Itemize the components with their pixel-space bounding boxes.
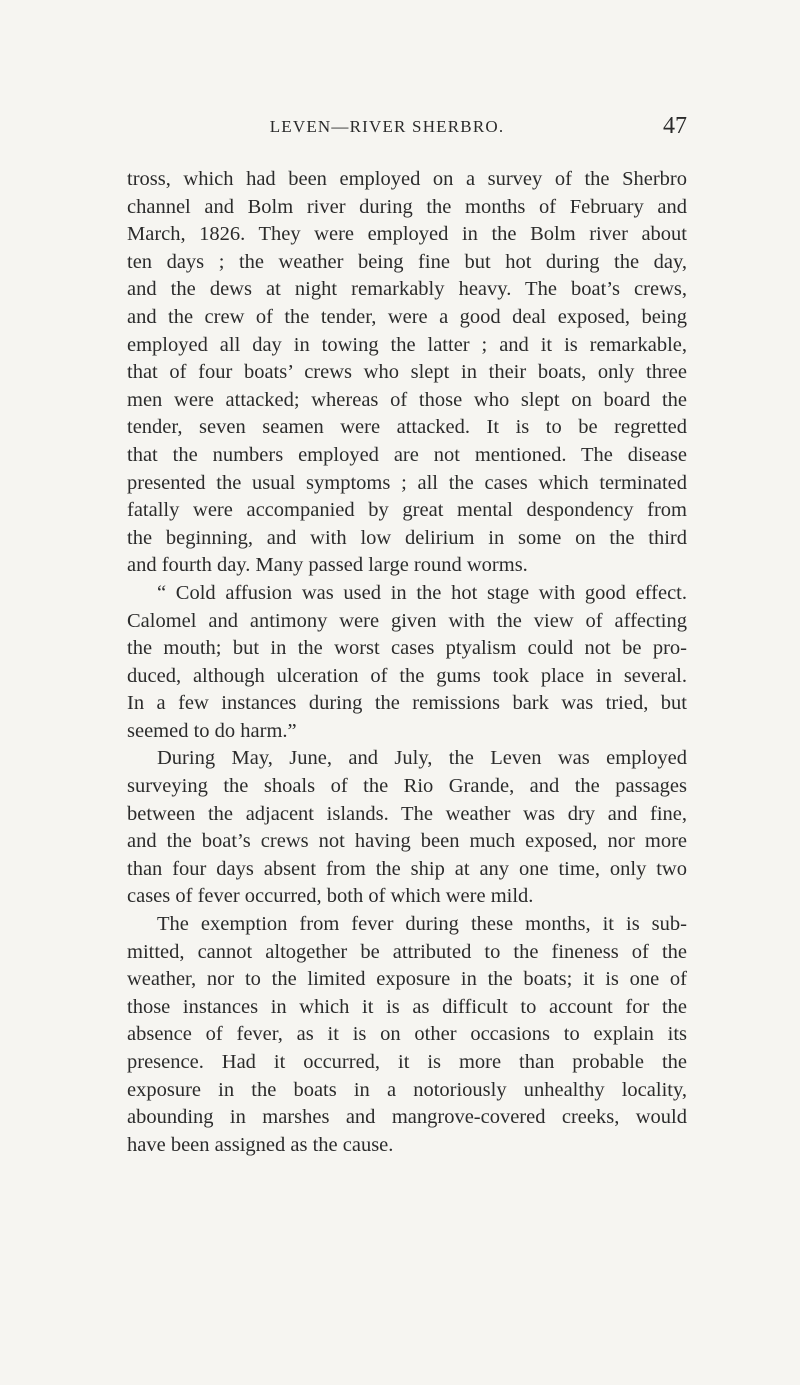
text-line: that the numbers employed are not mentioned. The disease bbox=[127, 443, 687, 466]
text-line: the mouth; but in the worst cases ptyalism could not be pro- bbox=[127, 637, 687, 660]
text-line: presence. Had it occurred, it is more than probable the bbox=[127, 1051, 687, 1073]
text-line: and the boat’s crews not having been much exposed, nor more bbox=[127, 830, 687, 853]
text-line: and the crew of the tender, were a good deal exposed, being bbox=[127, 305, 687, 328]
text-line: have been assigned as the cause. bbox=[127, 1133, 394, 1156]
text-line: fatally were accompanied by great mental despondency from bbox=[127, 499, 687, 522]
text-line: than four days absent from the ship at any one time, only two bbox=[127, 857, 687, 880]
text-line: mitted, cannot altogether be attributed to the fineness of the bbox=[127, 940, 687, 963]
page-number: 47 bbox=[663, 113, 687, 139]
text-line: absence of fever, as it is on other occasions to explain its bbox=[127, 1023, 687, 1046]
text-line: men were attacked; whereas of those who slept on board the bbox=[127, 388, 687, 411]
text-line: ten days ; the weather being fine but hot during the day, bbox=[127, 250, 687, 273]
text-line: cases of fever occurred, both of which were mild. bbox=[127, 885, 534, 908]
text-line: exposure in the boats in a notoriously unhealthy locality, bbox=[127, 1078, 687, 1101]
text-line: the beginning, and with low delirium in some on the third bbox=[127, 526, 687, 549]
text-line: seemed to do harm.” bbox=[127, 719, 297, 742]
text-line: tender, seven seamen were attacked. It is to be regretted bbox=[127, 416, 687, 439]
text-line: Calomel and antimony were given with the view of affecting bbox=[127, 609, 687, 632]
text-line: between the adjacent islands. The weather was dry and fine, bbox=[127, 802, 687, 825]
text-line: During May, June, and July, the Leven was employed bbox=[157, 747, 687, 770]
text-line: duced, although ulceration of the gums took place in several. bbox=[127, 664, 687, 687]
text-line: March, 1826. They were employed in the Bolm river about bbox=[127, 223, 687, 246]
text-line: “ Cold affusion was used in the hot stage with good effect. bbox=[157, 581, 687, 604]
text-line: and fourth day. Many passed large round worms. bbox=[127, 554, 528, 577]
text-line: weather, nor to the limited exposure in the boats; it is one of bbox=[127, 968, 687, 991]
text-line: channel and Bolm river during the months of February and bbox=[127, 195, 687, 218]
text-line: employed all day in towing the latter ; and it is remarkable, bbox=[127, 333, 687, 356]
text-line: that of four boats’ crews who slept in their boats, only three bbox=[127, 361, 687, 384]
text-line: presented the usual symptoms ; all the cases which terminated bbox=[127, 471, 687, 494]
text-line: The exemption from fever during these months, it is sub- bbox=[157, 913, 687, 936]
body-text bbox=[127, 166, 687, 1159]
text-line: abounding in marshes and mangrove-covered creeks, would bbox=[127, 1106, 687, 1129]
running-header bbox=[127, 113, 687, 143]
text-line: and the dews at night remarkably heavy. The boat’s crews, bbox=[127, 278, 687, 301]
text-line: surveying the shoals of the Rio Grande, and the passages bbox=[127, 775, 687, 798]
text-line: In a few instances during the remissions bark was tried, but bbox=[127, 692, 687, 715]
text-line: tross, which had been employed on a survey of the Sherbro bbox=[127, 168, 687, 190]
running-title: LEVEN—RIVER SHERBRO. bbox=[269, 117, 505, 136]
text-line: those instances in which it is as difficult to account for the bbox=[127, 995, 687, 1018]
